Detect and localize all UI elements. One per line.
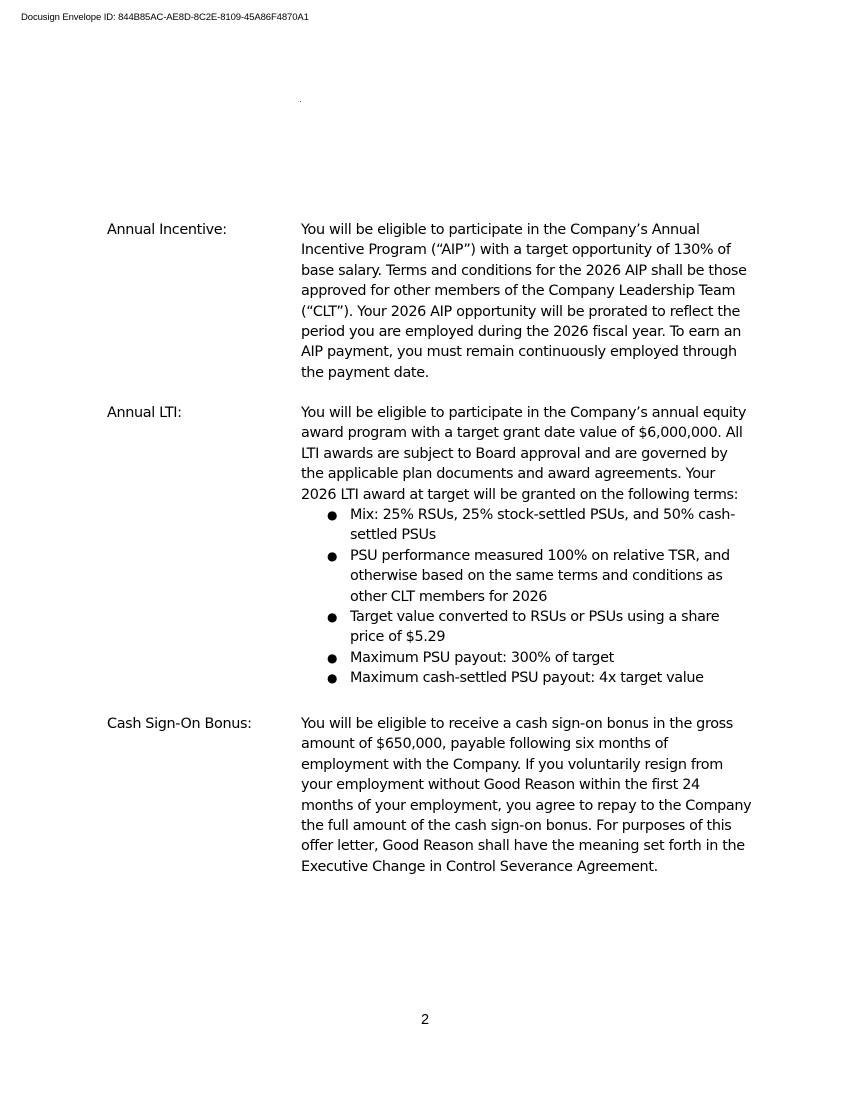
text-line: Maximum cash-settled PSU payout: 4x target value <box>350 670 704 687</box>
section-label: Annual Incentive: <box>107 222 227 238</box>
text-line: You will be eligible to participate in the Company’s Annual <box>301 222 700 238</box>
bullet-icon: ● <box>327 508 338 523</box>
text-line: Maximum PSU payout: 300% of target <box>350 649 614 666</box>
text-line: the applicable plan documents and award agreements. Your <box>301 466 715 483</box>
text-line: employment with the Company. If you voluntarily resign from <box>301 756 723 773</box>
section-body <box>301 714 756 877</box>
text-line: amount of $650,000, payable following six months of <box>301 736 668 753</box>
text-line: AIP payment, you must remain continuously employed through <box>301 344 737 361</box>
text-line: period you are employed during the 2026 fiscal year. To earn an <box>301 324 741 341</box>
text-line: base salary. Terms and conditions for the 2026 AIP shall be those <box>301 262 747 279</box>
page-number: 2 <box>420 1012 430 1028</box>
text-line: the payment date. <box>301 364 429 381</box>
bullet-list <box>301 505 756 689</box>
text-line: Target value converted to RSUs or PSUs using a share <box>350 609 720 626</box>
text-line: 2026 LTI award at target will be granted on the following terms: <box>301 486 739 503</box>
list-item <box>301 668 756 688</box>
section-label: Annual LTI: <box>107 405 182 421</box>
text-line: the full amount of the cash sign-on bonus. For purposes of this <box>301 818 732 835</box>
text-line: other CLT members for 2026 <box>350 588 548 605</box>
bullet-icon: ● <box>327 650 338 665</box>
text-line: Mix: 25% RSUs, 25% stock-settled PSUs, and 50% cash- <box>350 507 735 524</box>
bullet-icon: ● <box>327 671 338 686</box>
section-body <box>301 220 756 383</box>
text-line: Incentive Program (“AIP”) with a target opportunity of 130% of <box>301 242 731 259</box>
bullet-icon: ● <box>327 610 338 625</box>
text-line: You will be eligible to receive a cash sign-on bonus in the gross <box>301 716 733 732</box>
list-item <box>301 648 756 668</box>
text-line: You will be eligible to participate in the Company’s annual equity <box>301 405 747 421</box>
text-line: Executive Change in Control Severance Agreement. <box>301 858 658 875</box>
envelope-id: Docusign Envelope ID: 844B85AC-AE8D-8C2E-8109-45A86F4870A1 <box>21 12 309 23</box>
text-line: approved for other members of the Company Leadership Team <box>301 283 736 300</box>
text-line: award program with a target grant date value of $6,000,000. All <box>301 425 743 442</box>
text-line: (“CLT”). Your 2026 AIP opportunity will be prorated to reflect the <box>301 303 740 320</box>
section-label: Cash Sign-On Bonus: <box>107 716 252 732</box>
list-item <box>301 546 756 607</box>
text-line: your employment without Good Reason within the first 24 <box>301 777 700 794</box>
bullet-icon: ● <box>327 548 338 563</box>
text-line: months of your employment, you agree to repay to the Company <box>301 797 752 814</box>
text-line: price of $5.29 <box>350 629 446 646</box>
text-line: offer letter, Good Reason shall have the meaning set forth in the <box>301 838 745 855</box>
list-item <box>301 505 756 546</box>
stray-mark <box>300 101 301 102</box>
text-line: otherwise based on the same terms and conditions as <box>350 568 723 585</box>
section-body <box>301 403 756 689</box>
text-line: LTI awards are subject to Board approval and are governed by <box>301 445 728 462</box>
text-line: settled PSUs <box>350 527 436 544</box>
list-item <box>301 607 756 648</box>
text-line: PSU performance measured 100% on relative TSR, and <box>350 547 730 564</box>
